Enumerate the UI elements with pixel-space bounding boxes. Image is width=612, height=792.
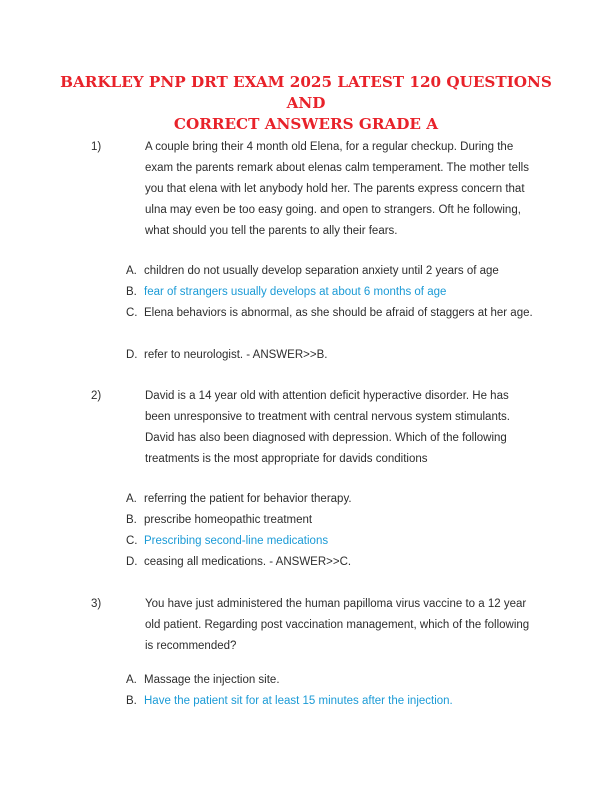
option-letter: A. <box>126 493 137 505</box>
option-text: Massage the injection site. <box>144 674 280 686</box>
answer-option <box>126 552 546 573</box>
question-number: 1) <box>91 141 102 153</box>
question-number: 2) <box>91 390 102 402</box>
option-letter: A. <box>126 265 137 277</box>
option-text: referring the patient for behavior therapy. <box>144 493 352 505</box>
option-text: Elena behaviors is abnormal, as she should be afraid of staggers at her age. <box>144 307 533 319</box>
option-letter: C. <box>126 307 138 319</box>
answer-option-correct <box>126 531 546 552</box>
answer-option-correct <box>126 282 546 303</box>
question-text: David is a 14 year old with attention deficit hyperactive disorder. He has been unresponsive to treatment with central nervous system stimulants. David has also been diagnosed with depression. Which of the following treatments is the most appropriate for davids conditions <box>145 390 510 465</box>
question-number: 3) <box>91 598 102 610</box>
option-text: Have the patient sit for at least 15 minutes after the injection. <box>144 695 453 707</box>
answer-option <box>126 489 546 510</box>
answer-option-correct <box>126 691 546 712</box>
title-line-1: BARKLEY PNP DRT EXAM 2025 LATEST 120 QUESTIONS AND <box>60 73 552 112</box>
answer-option <box>126 345 546 366</box>
option-letter: B. <box>126 514 137 526</box>
option-text: children do not usually develop separation anxiety until 2 years of age <box>144 265 499 277</box>
document-title <box>40 72 572 135</box>
option-letter: C. <box>126 535 138 547</box>
answer-option <box>126 670 546 691</box>
option-letter: B. <box>126 695 137 707</box>
option-text: refer to neurologist. - ANSWER>>B. <box>144 349 328 361</box>
option-letter: D. <box>126 556 138 568</box>
title-line-2: CORRECT ANSWERS GRADE A <box>173 115 439 133</box>
question-text: A couple bring their 4 month old Elena, for a regular checkup. During the exam the parents remark about elenas calm temperament. The mother tells you that elena with let anybody hold her. The parents express concern that ulna may even be too easy going. and open to strangers. Oft he following, what should you tell the parents to ally their fears. <box>145 141 529 237</box>
answer-option <box>126 261 546 282</box>
option-letter: A. <box>126 674 137 686</box>
answer-option <box>126 510 546 531</box>
option-text: Prescribing second-line medications <box>144 535 329 547</box>
option-text: fear of strangers usually develops at about 6 months of age <box>144 286 447 298</box>
option-letter: B. <box>126 286 137 298</box>
answer-option <box>126 303 546 324</box>
option-text: ceasing all medications. - ANSWER>>C. <box>144 556 352 568</box>
option-letter: D. <box>126 349 138 361</box>
option-text: prescribe homeopathic treatment <box>144 514 313 526</box>
question-text: You have just administered the human papilloma virus vaccine to a 12 year old patient. Regarding post vaccination management, which of the following is recommended? <box>145 598 530 652</box>
